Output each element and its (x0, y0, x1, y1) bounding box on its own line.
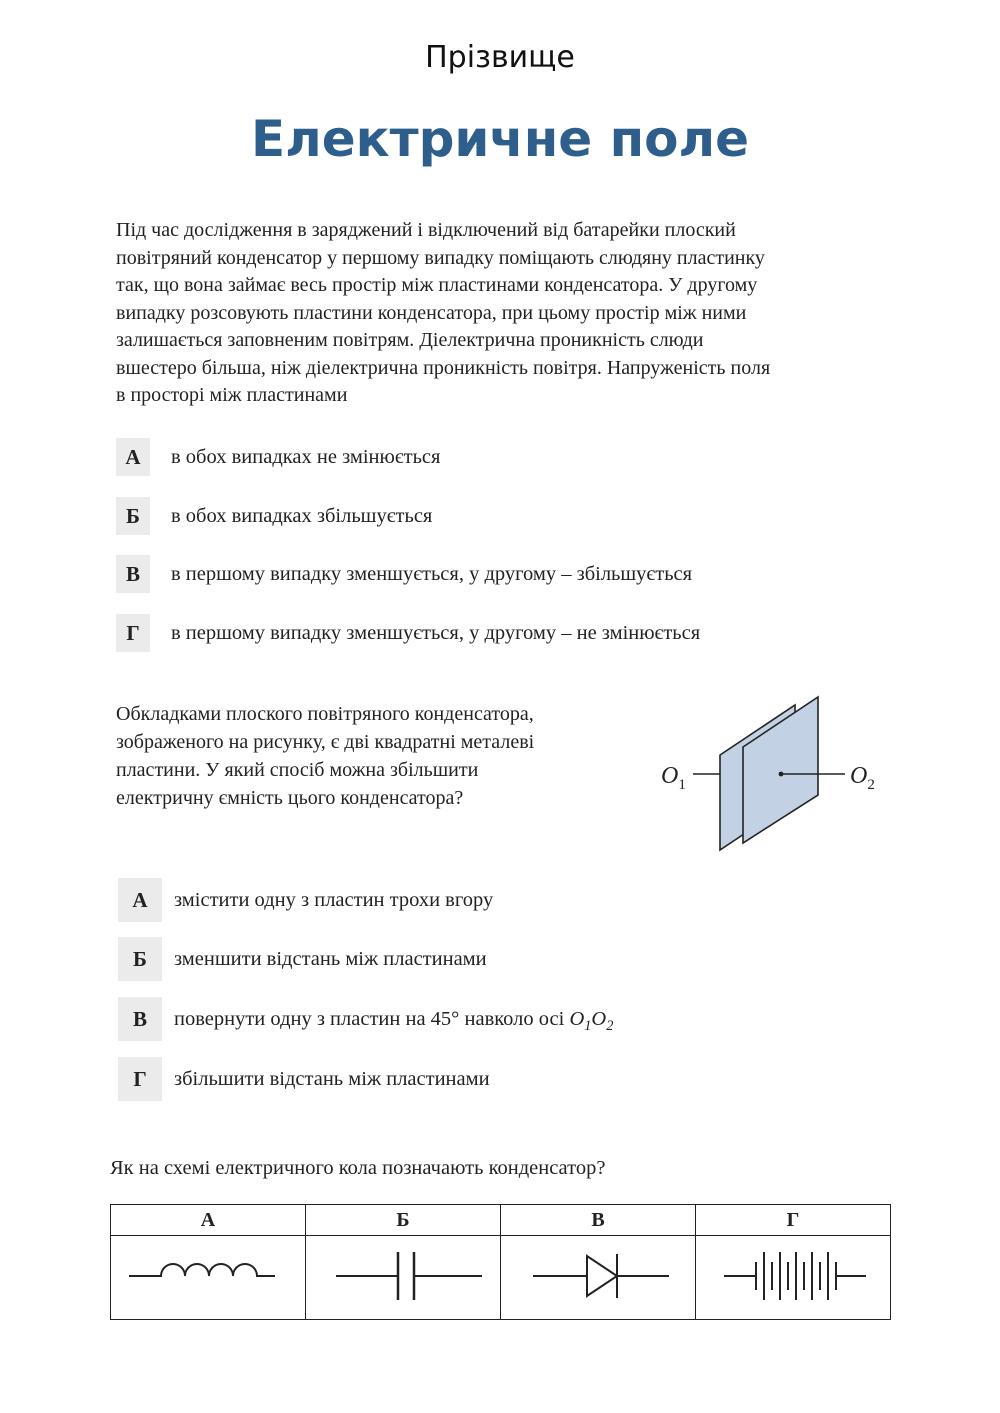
question-1-option-b[interactable] (116, 497, 896, 535)
label-o1: $O_1$ (661, 763, 686, 793)
capacitor-plates-figure (655, 695, 895, 855)
question-1-line: так, що вона займає весь простір між пластинами конденсатора. У другому (116, 274, 758, 296)
question-2-option-b[interactable] (118, 937, 898, 981)
battery-icon (696, 1236, 890, 1319)
axis-label-o2: $O_2$ (591, 1008, 614, 1035)
question-1-text (116, 217, 896, 410)
question-1-line: Під час дослідження в заряджений і відключений від батарейки плоский (116, 219, 736, 241)
table-symbol-row (111, 1236, 891, 1320)
capacitor-icon (306, 1236, 500, 1319)
option-letter-badge: Г (118, 1057, 162, 1101)
question-1-option-c[interactable] (116, 555, 896, 593)
question-2-option-d[interactable] (118, 1057, 898, 1101)
question-3-text: Як на схемі електричного кола позначають конденсатор? (110, 1157, 606, 1179)
label-o2: $O_2$ (850, 763, 875, 793)
inductor-icon (111, 1236, 305, 1319)
option-text-main: повернути одну з пластин на 45° навколо осі (174, 1008, 570, 1030)
page-title: Електричне поле (250, 110, 750, 168)
option-text: в обох випадках збільшується (171, 505, 433, 527)
question-2-line: зображеного на рисунку, є дві квадратні металеві (116, 731, 535, 753)
question-2-line: пластини. У який спосіб можна збільшити (116, 759, 479, 781)
option-letter-badge: А (118, 878, 162, 922)
surname-label: Прізвище (425, 40, 575, 75)
question-1-option-a[interactable] (116, 438, 896, 476)
option-text: зменшити відстань між пластинами (174, 948, 487, 970)
column-header-d[interactable]: Г (696, 1205, 891, 1236)
symbol-cell-a[interactable] (111, 1236, 306, 1320)
question-1-option-d[interactable] (116, 614, 896, 652)
axis-label-o1: $O_1$ (569, 1008, 592, 1035)
question-1-line: вшестеро більша, ніж діелектрична проникність повітря. Напруженість поля (116, 356, 771, 379)
symbol-cell-c[interactable] (501, 1236, 696, 1320)
question-2-text (116, 700, 656, 812)
option-letter-badge: В (116, 555, 150, 593)
column-header-c[interactable]: В (501, 1205, 696, 1236)
question-2-option-a[interactable] (118, 878, 898, 922)
option-letter-badge: А (116, 438, 150, 476)
symbol-cell-d[interactable] (696, 1236, 891, 1320)
option-letter-badge: В (118, 997, 162, 1041)
question-1-line: залишається заповненим повітрям. Діелектрична проникність слюди (116, 329, 704, 351)
option-text: в першому випадку зменшується, у другому – збільшується (171, 563, 693, 585)
symbol-cell-b[interactable] (306, 1236, 501, 1320)
option-text: збільшити відстань між пластинами (174, 1068, 490, 1090)
diode-icon (501, 1236, 695, 1319)
column-header-a[interactable]: А (111, 1205, 306, 1236)
circuit-symbols-table (110, 1204, 891, 1320)
option-text: змістити одну з пластин трохи вгору (174, 889, 494, 911)
question-2-option-c[interactable] (118, 997, 898, 1041)
option-text (174, 997, 613, 1048)
option-letter-badge: Г (116, 614, 150, 652)
option-text: в першому випадку зменшується, у другому – не змінюється (171, 622, 701, 644)
option-letter-badge: Б (118, 937, 162, 981)
question-1-line: випадку розсовують пластини конденсатора, при цьому простір між ними (116, 301, 747, 324)
question-2-line: Обкладками плоского повітряного конденсатора, (116, 703, 534, 725)
option-letter-badge: Б (116, 497, 150, 535)
column-header-b[interactable]: Б (306, 1205, 501, 1236)
option-text: в обох випадках не змінюється (171, 446, 441, 468)
question-2-line: електричну ємність цього конденсатора? (116, 787, 464, 809)
question-1-line: повітряний конденсатор у першому випадку поміщають слюдяну пластинку (116, 246, 765, 269)
question-1-line: в просторі між пластинами (116, 384, 348, 406)
table-header-row (111, 1205, 891, 1236)
